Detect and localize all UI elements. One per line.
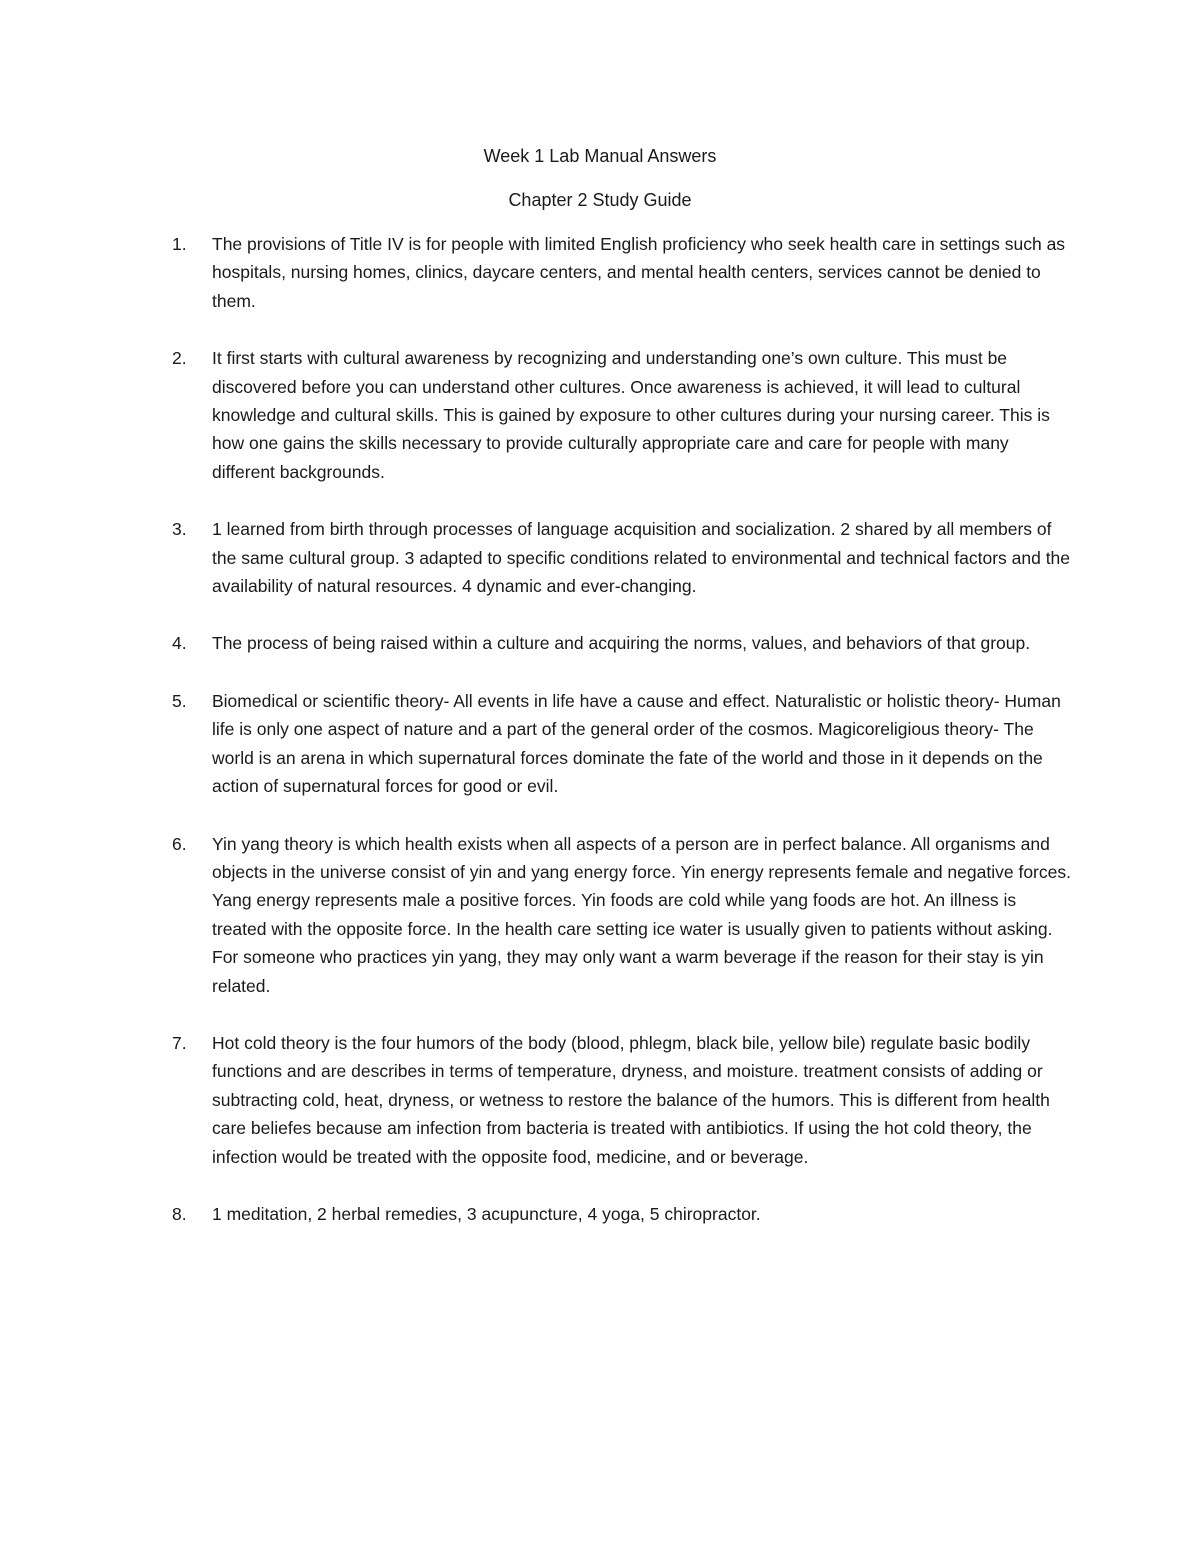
answer-number: 8. bbox=[172, 1203, 187, 1224]
answer-text: Hot cold theory is the four humors of the body (blood, phlegm, black bile, yellow bile) regulate basic bodily functions and are describes in terms of temperature, dryness, and moisture. treatment consists of adding or subtracting cold, heat, dryness, or wetness to restore the balance of the humors. This is different from health care beliefes because am infection from bacteria is treated with antibiotics. If using the hot cold theory, the infection would be treated with the opposite food, medicine, and or beverage. bbox=[212, 1032, 1050, 1167]
answer-item-1 bbox=[172, 230, 1072, 315]
answer-item-3 bbox=[172, 515, 1072, 600]
answer-item-2 bbox=[172, 344, 1072, 486]
answer-number: 4. bbox=[172, 633, 187, 654]
answer-item-6 bbox=[172, 830, 1072, 1000]
answer-item-8 bbox=[172, 1200, 1072, 1228]
answer-text: The process of being raised within a culture and acquiring the norms, values, and behaviors of that group. bbox=[212, 633, 1031, 654]
answer-number: 6. bbox=[172, 833, 187, 854]
answer-text: Yin yang theory is which health exists when all aspects of a person are in perfect balance. All organisms and objects in the universe consist of yin and yang energy force. Yin energy represents female and negative forces. Yang energy represents male a positive forces. Yin foods are cold while yang foods are hot. An illness is treated with the opposite force. In the health care setting ice water is usually given to patients without asking. For someone who practices yin yang, they may only want a warm beverage if the reason for their stay is yin related. bbox=[212, 833, 1071, 996]
answer-number: 5. bbox=[172, 690, 187, 711]
answer-item-7 bbox=[172, 1029, 1072, 1171]
answer-list bbox=[172, 230, 1072, 1257]
answer-number: 1. bbox=[172, 234, 187, 254]
document-subtitle: Chapter 2 Study Guide bbox=[508, 190, 692, 210]
document-title: Week 1 Lab Manual Answers bbox=[483, 146, 717, 166]
answer-text: Biomedical or scientific theory- All events in life have a cause and effect. Naturalistic or holistic theory- Human life is only one aspect of nature and a part of the general order of the cosmos. Magicoreligious theory- The world is an arena in which supernatural forces dominate the fate of the world and those in it depends on the action of supernatural forces for good or evil. bbox=[212, 690, 1061, 797]
answer-text: 1 learned from birth through processes of language acquisition and socialization. 2 shared by all members of the same cultural group. 3 adapted to specific conditions related to environmental and technical factors and the availability of natural resources. 4 dynamic and ever-changing. bbox=[212, 519, 1071, 597]
answer-number: 3. bbox=[172, 519, 187, 540]
answer-item-5 bbox=[172, 687, 1072, 801]
answer-number: 7. bbox=[172, 1032, 187, 1053]
answer-text: It first starts with cultural awareness by recognizing and understanding one’s own culture. This must be discovered before you can understand other cultures. Once awareness is achieved, it will lead to cultural knowledge and cultural skills. This is gained by exposure to other cultures during your nursing career. This is how one gains the skills necessary to provide culturally appropriate care and care for people with many different backgrounds. bbox=[212, 348, 1050, 482]
answer-text: 1 meditation, 2 herbal remedies, 3 acupuncture, 4 yoga, 5 chiropractor. bbox=[212, 1203, 761, 1224]
answer-text: The provisions of Title IV is for people with limited English proficiency who seek health care in settings such as hospitals, nursing homes, clinics, daycare centers, and mental health centers, services cannot be denied to them. bbox=[212, 234, 1066, 311]
answer-item-4 bbox=[172, 629, 1072, 657]
answer-number: 2. bbox=[172, 348, 187, 369]
